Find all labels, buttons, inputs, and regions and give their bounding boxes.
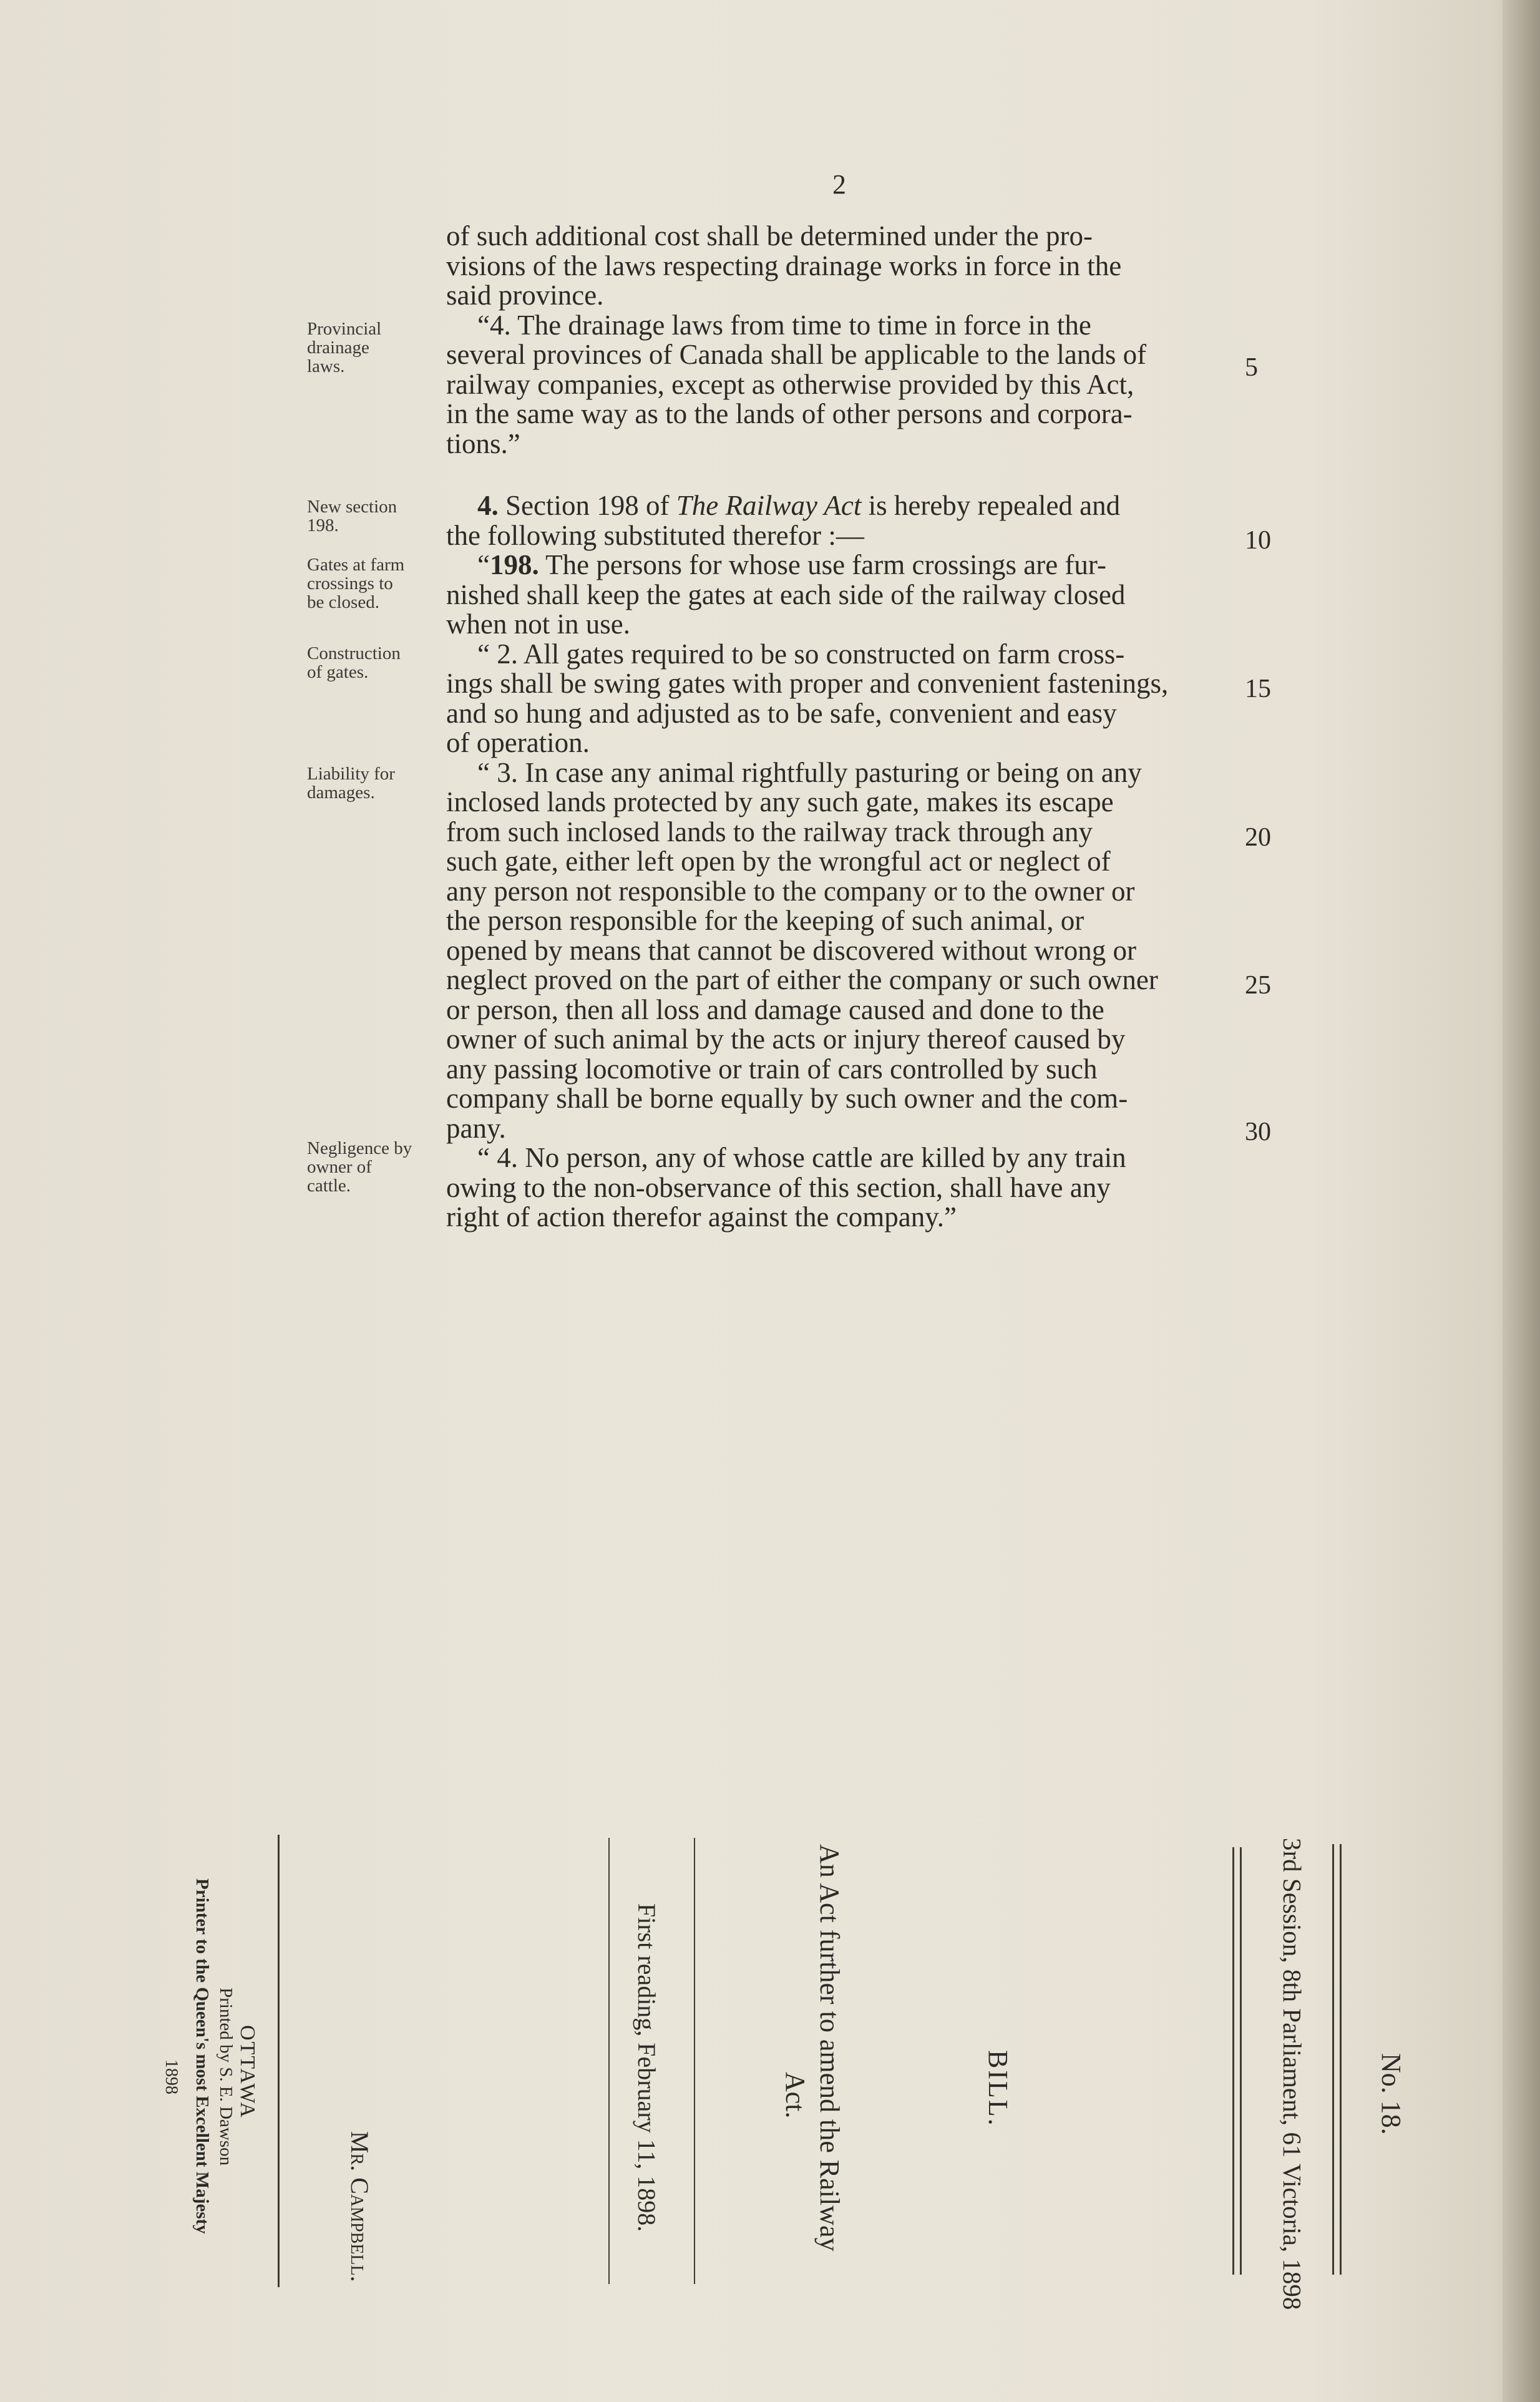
margin-note-line: New section	[307, 497, 397, 517]
text-line: the person responsible for the keeping of such animal, or	[446, 905, 1084, 936]
text-line: neglect proved on the part of either the company or such owner	[446, 964, 1158, 995]
text-line: from such inclosed lands to the railway track through any	[446, 816, 1093, 847]
line-number: 20	[1245, 823, 1271, 852]
line-number: 5	[1245, 353, 1258, 382]
line-number: 10	[1245, 526, 1271, 555]
text-line: All gates required to be so constructed on farm cross-	[517, 638, 1125, 670]
line-number: 15	[1245, 675, 1271, 703]
imprint-title: Printer to the Queen's most Excellent Majesty	[192, 1878, 212, 2234]
cover-rule	[1340, 1844, 1342, 2275]
paragraph-section-4	[446, 491, 1232, 550]
first-reading: First reading, February 11, 1898.	[633, 1903, 661, 2232]
text-line: Section 198 of	[498, 490, 676, 521]
paragraph-subsection-2	[446, 640, 1232, 758]
text-line: No person, any of whose cattle are killed by any train	[517, 1142, 1126, 1173]
text-line: is hereby repealed and	[861, 490, 1121, 521]
imprint-city: OTTAWA	[236, 2025, 259, 2119]
text-line: of such additional cost shall be determined under the pro-	[446, 220, 1093, 251]
text-line: In case any animal rightfully pasturing or being on any	[517, 756, 1142, 788]
margin-note-line: crossings to	[307, 574, 393, 593]
text-line: opened by means that cannot be discovered without wrong or	[446, 934, 1136, 966]
paragraph-section-198	[446, 550, 1232, 640]
section-number: 198.	[489, 549, 539, 580]
text-line: pany.	[446, 1112, 506, 1144]
margin-note-line: laws.	[307, 356, 345, 376]
margin-note-new-section	[307, 497, 444, 535]
margin-note-provincial-drainage	[307, 320, 444, 376]
margin-note-line: 198.	[307, 515, 339, 535]
text-line: company shall be borne equally by such owner and the com-	[446, 1083, 1128, 1114]
margin-note-line: be closed.	[307, 592, 379, 612]
cover-rule	[1232, 1847, 1234, 2275]
margin-note-line: damages.	[307, 783, 375, 803]
margin-note-line: owner of	[307, 1157, 372, 1177]
text-line: nished shall keep the gates at each side of the railway closed	[446, 579, 1126, 610]
text-line: railway companies, except as otherwise provided by this Act,	[446, 368, 1134, 400]
subsection-lead: “ 4.	[477, 1142, 518, 1173]
imprint-printer: Printed by S. E. Dawson	[216, 1988, 236, 2166]
text-line: tions.”	[446, 427, 520, 459]
text-line: The drainage laws from time to time in force in the	[510, 309, 1091, 341]
paragraph-subsection-4-cattle	[446, 1143, 1232, 1233]
margin-note-liability	[307, 764, 444, 802]
cover-rule	[694, 1838, 695, 2284]
text-line: such gate, either left open by the wrongful act or neglect of	[446, 846, 1111, 877]
cover-rule	[608, 1838, 610, 2284]
text-line: said province.	[446, 280, 604, 311]
imprint-year: 1898	[162, 2059, 181, 2094]
margin-note-negligence	[307, 1139, 444, 1195]
text-line: The persons for whose use farm crossings are fur-	[539, 549, 1106, 580]
page-number: 2	[832, 169, 846, 200]
text-line: in the same way as to the lands of other persons and corpora-	[446, 398, 1133, 429]
cover-rule	[1332, 1844, 1334, 2275]
paragraph-subsection-4	[446, 311, 1232, 459]
margin-note-line: Construction	[307, 643, 401, 663]
cover-rule	[1240, 1847, 1242, 2275]
margin-note-line: of gates.	[307, 662, 369, 682]
bill-body-text	[446, 222, 1232, 1233]
act-name: The Railway Act	[676, 490, 862, 521]
text-line: of operation.	[446, 727, 590, 758]
text-line: visions of the laws respecting drainage works in force in the	[446, 250, 1122, 281]
subsection-lead: “ 3.	[477, 756, 518, 788]
paragraph-continuation	[446, 222, 1232, 311]
paragraph-subsection-3	[446, 758, 1232, 1144]
text-line: or person, then all loss and damage caused and done to the	[446, 994, 1104, 1025]
text-line: owner of such animal by the acts or injury thereof caused by	[446, 1023, 1126, 1055]
bill-label: BILL.	[983, 2050, 1013, 2127]
cover-rule	[278, 1835, 280, 2287]
line-number: 25	[1245, 971, 1271, 1000]
text-line: owing to the non-observance of this section, shall have any	[446, 1171, 1111, 1203]
session-line: 3rd Session, 8th Parliament, 61 Victoria, 1898	[1278, 1838, 1307, 2310]
section-number: 4.	[477, 490, 499, 521]
margin-note-line: cattle.	[307, 1176, 351, 1196]
margin-note-line: drainage	[307, 338, 369, 358]
bill-title-line1: An Act further to amend the Railway	[814, 1844, 845, 2252]
text-line: several provinces of Canada shall be applicable to the lands of	[446, 339, 1147, 370]
text-line: right of action therefor against the company.”	[446, 1201, 957, 1233]
subsection-lead: “ 2.	[477, 638, 518, 670]
sponsor-name: Mr. Campbell.	[346, 2131, 374, 2282]
margin-note-gates	[307, 555, 444, 612]
text-line: any person not responsible to the company or to the owner or	[446, 875, 1135, 907]
bill-title-line2: Act.	[780, 2072, 811, 2119]
quote-mark: “	[477, 549, 490, 580]
text-line: any passing locomotive or train of cars controlled by such	[446, 1053, 1098, 1085]
margin-note-line: Negligence by	[307, 1138, 412, 1158]
text-line: and so hung and adjusted as to be safe, convenient and easy	[446, 697, 1117, 729]
text-line: ings shall be swing gates with proper and convenient fastenings,	[446, 668, 1169, 699]
bill-number: No. 18.	[1376, 2053, 1406, 2135]
margin-note-line: Gates at farm	[307, 555, 405, 575]
text-line: inclosed lands protected by any such gate, makes its escape	[446, 786, 1114, 818]
subsection-lead: “4.	[477, 309, 511, 341]
margin-note-construction	[307, 644, 444, 681]
line-number: 30	[1245, 1118, 1271, 1146]
margin-note-line: Provincial	[307, 319, 382, 339]
margin-note-line: Liability for	[307, 764, 395, 784]
binding-edge	[1503, 0, 1540, 2402]
text-line: when not in use.	[446, 608, 630, 640]
text-line: the following substituted therefor :—	[446, 519, 864, 551]
